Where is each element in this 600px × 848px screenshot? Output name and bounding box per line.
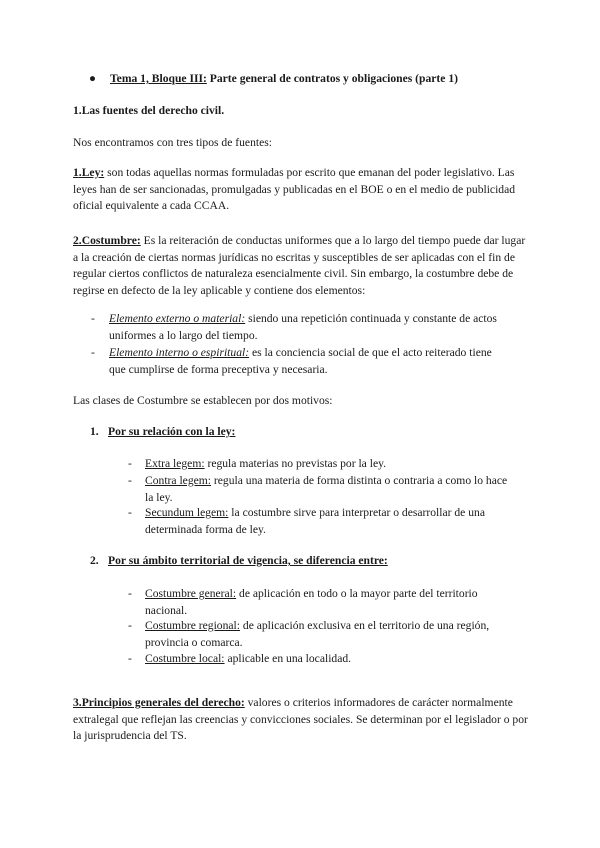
element-term: Elemento externo o material: — [109, 312, 246, 325]
costumbre-number: 2 — [73, 234, 79, 247]
clase-desc: regula materias no previstas por la ley. — [204, 457, 387, 470]
clase-desc: aplicable en una localidad. — [224, 652, 352, 665]
costumbre-paragraph — [73, 233, 528, 299]
ley-text: son todas aquellas normas formuladas por escrito que emanan del poder legislativo. Las leyes han de ser sancionadas, promulgadas y publicadas en el BOE o en el medio de publicidad oficial equivalente a cada CCAA. — [73, 166, 516, 212]
clase-desc: la costumbre sirve para interpretar o desarrollar de una determinada forma de ley. — [145, 506, 485, 536]
principios-text: valores o criterios informadores de carácter normalmente extralegal que reflejan las creencias y convicciones sociales. Se determinan por el legislador o por la jurisprudencia del TS. — [73, 696, 528, 742]
clase-term: Contra legem: — [145, 474, 212, 487]
clase-term: Costumbre regional: — [145, 619, 240, 632]
clase-term: Extra legem: — [145, 457, 205, 470]
principios-label: 3.Principios generales del derecho: — [73, 696, 245, 709]
clase-desc: de aplicación en todo o la mayor parte del territorio nacional. — [145, 587, 478, 617]
document-page: ● Tema 1, Bloque III: Parte general de contratos y obligaciones (parte 1) 1.Las fuentes del derecho civil. Nos encontramos con tres tipos de fuentes: 1.Ley: son todas aquellas normas formuladas por escrito que emanan del poder legislativo. Las leyes han de ser sancionadas, promulgadas y publicadas en el BOE o en el medio de publicidad oficial equivalente a cada CCAA. 2.Costumbre: Es la reiteración de conductas uniformes que a lo largo del tiempo puede dar lugar a la creación de ciertas normas jurídicas no escritas y susceptibles de ser aplicadas con el fin de regular ciertos conflictos de naturaleza esencialmente civil. Sin embargo, la costumbre debe de regirse en defecto de la ley aplicable y contiene dos elementos: - Elemento externo o material: siendo una repetición continuada y constante de actos uniformes a lo largo del tiempo. - Elemento interno o espiritual: es la conciencia social de que el acto reiterado tiene que cumplirse de forma preceptiva y necesaria. Las clases de Costumbre se establecen por dos motivos: 1. Por su relación con la ley: - Extra legem: regula materias no previstas por la ley. - Contra legem: regula una materia de forma distinta o contraria a como lo hace la ley. - Secundum legem: la costumbre sirve para interpretar o desarrollar de una determinada forma de ley. 2. Por su ámbito territorial de vigencia, se diferencia entre: - Costumbre general: de aplicación en todo o la mayor parte del territorio nacional. - Costumbre regional: de aplicación exclusiva en el territorio de una región, provincia o comarca. - Costumbre local: aplicable en una localidad. 3.Principios generales del derecho: valores o criterios informadores de carácter normalmente extralegal que reflejan las creencias y convicciones sociales. Se determinan por el legislador o por la jurisprudencia del TS. — [0, 0, 600, 848]
clase-desc: regula una materia de forma distinta o contraria a como lo hace la ley. — [145, 474, 508, 504]
ley-label: .Ley: — [78, 166, 105, 179]
topic-title-label: Tema 1, Bloque III: — [110, 72, 207, 85]
bullet-icon: ● — [89, 72, 97, 85]
clase-desc: de aplicación exclusiva en el territorio de una región, provincia o comarca. — [145, 619, 490, 649]
costumbre-label: .Costumbre: — [78, 234, 141, 247]
clase-term: Secundum legem: — [145, 506, 229, 519]
ley-number: 1 — [73, 166, 79, 179]
costumbre-text: Es la reiteración de conductas uniformes que a lo largo del tiempo puede dar lugar a la creación de ciertas normas jurídicas no escritas y susceptibles de ser aplicadas con el fin de regular ciertos conflictos de naturaleza esencialmente civil. Sin embargo, la costumbre debe de regirse en defecto de la ley aplicable y contiene dos elementos: — [73, 234, 526, 297]
section-heading: 1.Las fuentes del derecho civil. — [73, 104, 225, 117]
clase-term: Costumbre general: — [145, 587, 237, 600]
element-term: Elemento interno o espiritual: — [109, 346, 250, 359]
section-intro: Nos encontramos con tres tipos de fuentes: — [73, 136, 272, 149]
principios-paragraph — [73, 695, 528, 745]
topic-title-subtitle: Parte general de contratos y obligaciones (parte 1) — [206, 72, 458, 85]
ley-paragraph — [73, 165, 528, 215]
element-desc: siendo una repetición continuada y constante de actos uniformes a lo largo del tiempo. — [109, 312, 497, 342]
clases-intro: Las clases de Costumbre se establecen por dos motivos: — [73, 394, 333, 407]
clase-term: Costumbre local: — [145, 652, 225, 665]
element-desc: es la conciencia social de que el acto reiterado tiene que cumplirse de forma preceptiva y necesaria. — [109, 346, 492, 376]
